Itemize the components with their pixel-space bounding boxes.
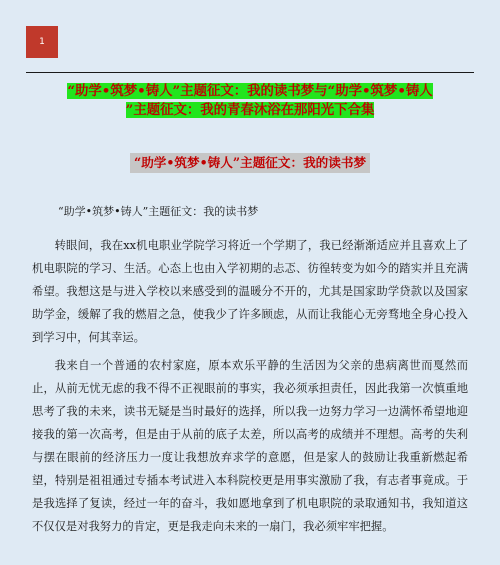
section-title-wrapper <box>0 152 500 173</box>
paragraph-1: 转眼间，我在xx机电职业学院学习将近一个学期了，我已经渐渐适应并且喜欢上了机电职院的学习、生活。心态上也由入学初期的忐忑、彷徨转变为如今的踏实并且充满希望。我想这是与进入学校以来感受到的温暖分不开的，尤其是国家助学贷款以及国家助学金，缓解了我的燃眉之急，使我少了许多顾虑，从而让我能心无旁骛地全身心投入到学习中，何其幸运。 <box>32 239 468 344</box>
essay-heading: “助学•筑梦•铸人”主题征文：我的读书梦 <box>58 205 259 218</box>
paragraph-2: 我来自一个普通的农村家庭，原本欢乐平静的生活因为父亲的患病离世而戛然而止，从前无忧无虑的我不得不正视眼前的事实，我必须承担责任，因此我第一次慎重地思考了我的未来，读书无疑是当时最好的选择，所以我一边努力学习一边满怀希望地迎接我的第一次高考，但是由于从前的底子太差，所以高考的成绩并不理想。高考的失利与摆在眼前的经济压力一度让我想放弃求学的意愿，但是家人的鼓励让我重新燃起希望，特别是祖祖通过专插本考试进入本科院校更是用事实激励了我，有志者事竟成。于是我选择了复读，经过一年的奋斗，我如愿地拿到了机电职院的录取通知书，我知道这不仅仅是对我努力的肯定，更是我走向未来的一扇门，我必须牢牢把握。 <box>32 359 468 533</box>
document-title-line-1: “助学•筑梦•铸人”主题征文：我的读书梦与“助学•筑梦•铸人 <box>67 83 433 99</box>
document-title <box>30 82 470 120</box>
section-title: “助学•筑梦•铸人”主题征文：我的读书梦 <box>130 153 370 173</box>
header-divider <box>26 72 474 73</box>
page-number-badge: 1 <box>26 26 58 58</box>
document-title-line-2: ”主题征文：我的青春沐浴在那阳光下合集 <box>125 102 375 118</box>
